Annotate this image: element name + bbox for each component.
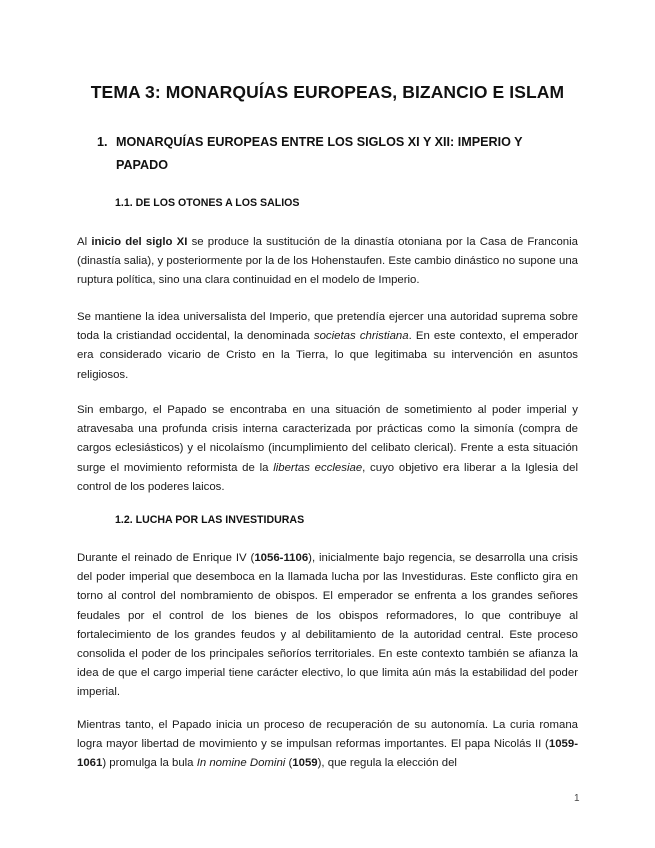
section-number: 1. — [97, 135, 108, 149]
paragraph-3-italic: libertas ecclesiae — [273, 461, 363, 474]
paragraph-4 — [77, 549, 578, 703]
paragraph-3-text-a: Sin embargo, el Papado se encontraba en una situación de sometimiento al poder imperial y atravesaba una profunda crisis interna caracterizada por prácticas como la simonía (compra de cargos eclesiásticos) y el nicolaísmo (incumplimiento del celibato clerical). Frente a esta situación surge el movimiento reformista de la — [77, 404, 578, 474]
document-title: TEMA 3: MONARQUÍAS EUROPEAS, BIZANCIO E ISLAM — [90, 82, 565, 102]
paragraph-1-bold: inicio del siglo XI — [91, 236, 188, 248]
paragraph-2-text-a: Se mantiene la idea universalista del Imperio, que pretendía ejercer una autoridad suprema sobre toda la cristiandad occidental, la denominada — [77, 311, 578, 343]
paragraph-5-text-c: ) promulga la bula — [102, 757, 197, 770]
paragraph-4-text-a: Durante el reinado de Enrique IV ( — [77, 552, 255, 564]
paragraph-5-italic: In nomine Domini — [196, 757, 286, 770]
subsection-heading-1-1: 1.1. DE LOS OTONES A LOS SALIOS — [115, 197, 300, 209]
paragraph-3-text-c: , cuyo objetivo era liberar a la Iglesia del control de los poderes laicos. — [77, 461, 578, 493]
paragraph-5-bold-year: 1059 — [292, 757, 318, 770]
subsection-heading-1-2: 1.2. LUCHA POR LAS INVESTIDURAS — [115, 514, 305, 526]
page-number: 1 — [574, 793, 580, 804]
paragraph-4-bold-dates: 1056-1106 — [254, 552, 309, 564]
paragraph-2-italic: societas christiana — [313, 330, 409, 343]
paragraph-4-text-c: ), inicialmente bajo regencia, se desarrolla una crisis del poder imperial que desemboca en la llamada lucha por las Investiduras. Este conflicto gira en torno al control del nombramiento de obispos. El emperador se enfrenta a los grandes señores feudales por el control de los bienes de los obispos reformadores, lo que contribuye al fortalecimiento de los grandes feudos y al debilitamiento de la autoridad central. Este proceso consolida el poder de los principales señoríos territoriales. En este contexto también se afianza la idea de que el cargo imperial tiene carácter electivo, lo que limita aún más la estabilidad del poder imperial. — [77, 552, 578, 699]
paragraph-5-bold-dates: 1059-1061 — [77, 738, 578, 770]
paragraph-2 — [77, 308, 578, 385]
paragraph-1-text-c: se produce la sustitución de la dinastía otoniana por la Casa de Franconia (dinastía salia), y posteriormente por la de los Hohenstaufen. Este cambio dinástico no supone una ruptura política, sino una clara continuidad en el modelo de Imperio. — [77, 236, 578, 287]
paragraph-5 — [77, 716, 578, 774]
paragraph-2-text-c: . En este contexto, el emperador era considerado vicario de Cristo en la Tierra, lo que legitimaba su intervención en asuntos religiosos. — [77, 330, 579, 381]
section-heading — [97, 131, 567, 177]
section-title: MONARQUÍAS EUROPEAS ENTRE LOS SIGLOS XI Y XII: IMPERIO Y PAPADO — [116, 135, 523, 172]
paragraph-5-text-a: Mientras tanto, el Papado inicia un proceso de recuperación de su autonomía. La curia romana logra mayor libertad de movimiento y se impulsan reformas importantes. El papa Nicolás II ( — [77, 719, 578, 751]
paragraph-3 — [77, 401, 578, 497]
paragraph-1-text-a: Al — [77, 236, 92, 248]
paragraph-5-text-g: ), que regula la elección del — [317, 757, 457, 770]
paragraph-5-text-e: ( — [285, 757, 293, 770]
paragraph-1 — [77, 233, 578, 291]
